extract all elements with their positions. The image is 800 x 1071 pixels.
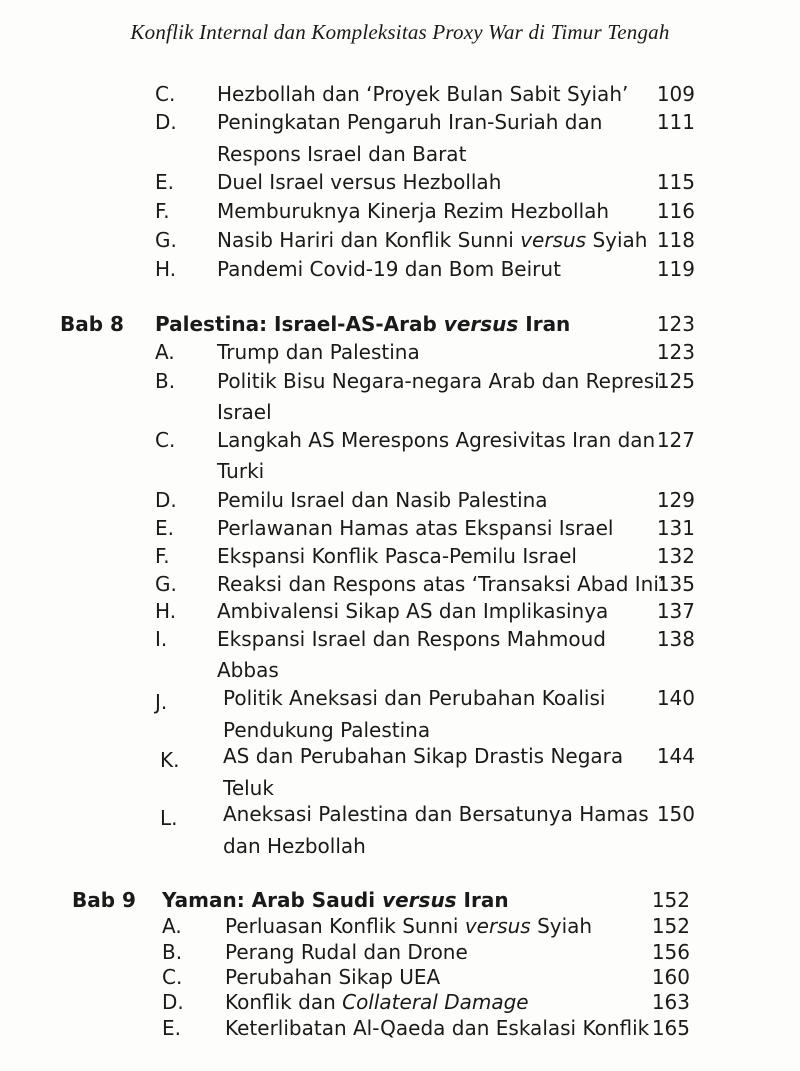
entry-letter: E.	[155, 516, 174, 540]
entry-letter: C.	[162, 965, 183, 989]
entry-title: AS dan Perubahan Sikap Drastis Negara	[223, 744, 624, 768]
entry-title: Ambivalensi Sikap AS dan Implikasinya	[217, 599, 609, 623]
entry-title-cont: Respons Israel dan Barat	[217, 142, 467, 166]
entry-page: 119	[656, 257, 695, 281]
entry-letter: A.	[155, 340, 175, 364]
entry-page: 150	[656, 802, 695, 826]
entry-title: Pandemi Covid-19 dan Bom Beirut	[217, 257, 561, 281]
entry-letter: A.	[162, 914, 182, 938]
entry-title: Perluasan Konflik Sunni	[225, 914, 465, 938]
chapter-label: Bab 8	[60, 312, 124, 336]
entry-title-end: Syiah	[586, 228, 648, 252]
entry-letter: H.	[155, 257, 177, 281]
entry-title: Nasib Hariri dan Konflik Sunni	[217, 228, 521, 252]
entry-letter: J.	[155, 690, 168, 714]
entry-page: 135	[656, 572, 695, 596]
chapter-title-italic: versus	[443, 312, 519, 336]
entry-title-end: Syiah	[530, 914, 593, 938]
entry-page: 127	[656, 428, 695, 452]
entry-letter: D.	[155, 110, 177, 134]
chapter-label: Bab 9	[72, 888, 136, 912]
entry-title: Hezbollah dan ‘Proyek Bulan Sabit Syiah’	[217, 82, 629, 106]
entry-page: 115	[656, 170, 695, 194]
entry-page: 140	[656, 686, 695, 710]
entry-title: Aneksasi Palestina dan Bersatunya Hamas	[223, 802, 649, 826]
chapter-page: 152	[651, 888, 690, 912]
entry-title: Ekspansi Israel dan Respons Mahmoud	[217, 627, 606, 651]
entry-letter: C.	[155, 82, 176, 106]
entry-page: 118	[656, 228, 695, 252]
entry-page: 116	[656, 199, 695, 223]
entry-title: Politik Bisu Negara-negara Arab dan Represi	[217, 369, 660, 393]
entry-letter: K.	[160, 748, 180, 772]
entry-letter: G.	[155, 572, 177, 596]
entry-title: Konflik dan	[225, 990, 343, 1014]
entry-title: Pemilu Israel dan Nasib Palestina	[217, 488, 548, 512]
entry-title: Ekspansi Konflik Pasca-Pemilu Israel	[217, 544, 577, 568]
entry-letter: L.	[160, 806, 178, 830]
entry-title: Peningkatan Pengaruh Iran-Suriah dan	[217, 110, 603, 134]
entry-title: Keterlibatan Al-Qaeda dan Eskalasi Konflik	[225, 1016, 650, 1040]
entry-letter: F.	[155, 199, 170, 223]
entry-page: 144	[656, 744, 695, 768]
entry-letter: H.	[155, 599, 177, 623]
entry-title-cont: Pendukung Palestina	[223, 718, 431, 742]
chapter-title: Palestina: Israel-AS-Arab	[155, 312, 444, 336]
chapter-title: Yaman: Arab Saudi	[162, 888, 383, 912]
entry-title-cont: Turki	[217, 459, 265, 483]
chapter-title-end: Iran	[518, 312, 571, 336]
entry-letter: D.	[162, 990, 184, 1014]
entry-page: 109	[656, 82, 695, 106]
entry-letter: D.	[155, 488, 177, 512]
chapter-title-end: Iran	[456, 888, 509, 912]
entry-page: 132	[656, 544, 695, 568]
entry-letter: F.	[155, 544, 170, 568]
entry-title: Langkah AS Merespons Agresivitas Iran dan	[217, 428, 656, 452]
entry-title-italic: versus	[464, 914, 531, 938]
entry-title: Perubahan Sikap UEA	[225, 965, 441, 989]
entry-letter: I.	[155, 627, 168, 651]
entry-page: 111	[656, 110, 695, 134]
chapter-title-italic: versus	[382, 888, 457, 912]
entry-title-cont: Teluk	[223, 776, 274, 800]
entry-title-italic: Collateral Damage	[342, 990, 529, 1014]
entry-page: 131	[656, 516, 695, 540]
entry-page: 125	[656, 369, 695, 393]
entry-title-italic: versus	[520, 228, 587, 252]
entry-page: 160	[651, 965, 690, 989]
entry-letter: G.	[155, 228, 177, 252]
entry-page: 165	[651, 1016, 690, 1040]
entry-title-cont: Abbas	[217, 658, 279, 682]
entry-letter: B.	[162, 940, 183, 964]
entry-page: 137	[656, 599, 695, 623]
entry-page: 152	[651, 914, 690, 938]
entry-title-cont: Israel	[217, 400, 272, 424]
entry-title: Politik Aneksasi dan Perubahan Koalisi	[223, 686, 606, 710]
entry-page: 163	[651, 990, 690, 1014]
entry-page: 138	[656, 627, 695, 651]
entry-page: 129	[656, 488, 695, 512]
entry-title: Memburuknya Kinerja Rezim Hezbollah	[217, 199, 610, 223]
entry-title-cont: dan Hezbollah	[223, 834, 366, 858]
entry-title: Perang Rudal dan Drone	[225, 940, 468, 964]
entry-letter: B.	[155, 369, 176, 393]
entry-title: Perlawanan Hamas atas Ekspansi Israel	[217, 516, 614, 540]
entry-letter: E.	[162, 1016, 181, 1040]
entry-page: 123	[656, 340, 695, 364]
entry-page: 156	[651, 940, 690, 964]
entry-title: Duel Israel versus Hezbollah	[217, 170, 502, 194]
running-header: Konflik Internal dan Kompleksitas Proxy War di Timur Tengah	[130, 20, 670, 44]
entry-letter: C.	[155, 428, 176, 452]
chapter-page: 123	[656, 312, 695, 336]
entry-letter: E.	[155, 170, 174, 194]
entry-title: Reaksi dan Respons atas ‘Transaksi Abad Ini’	[217, 572, 666, 596]
entry-title: Trump dan Palestina	[217, 340, 420, 364]
